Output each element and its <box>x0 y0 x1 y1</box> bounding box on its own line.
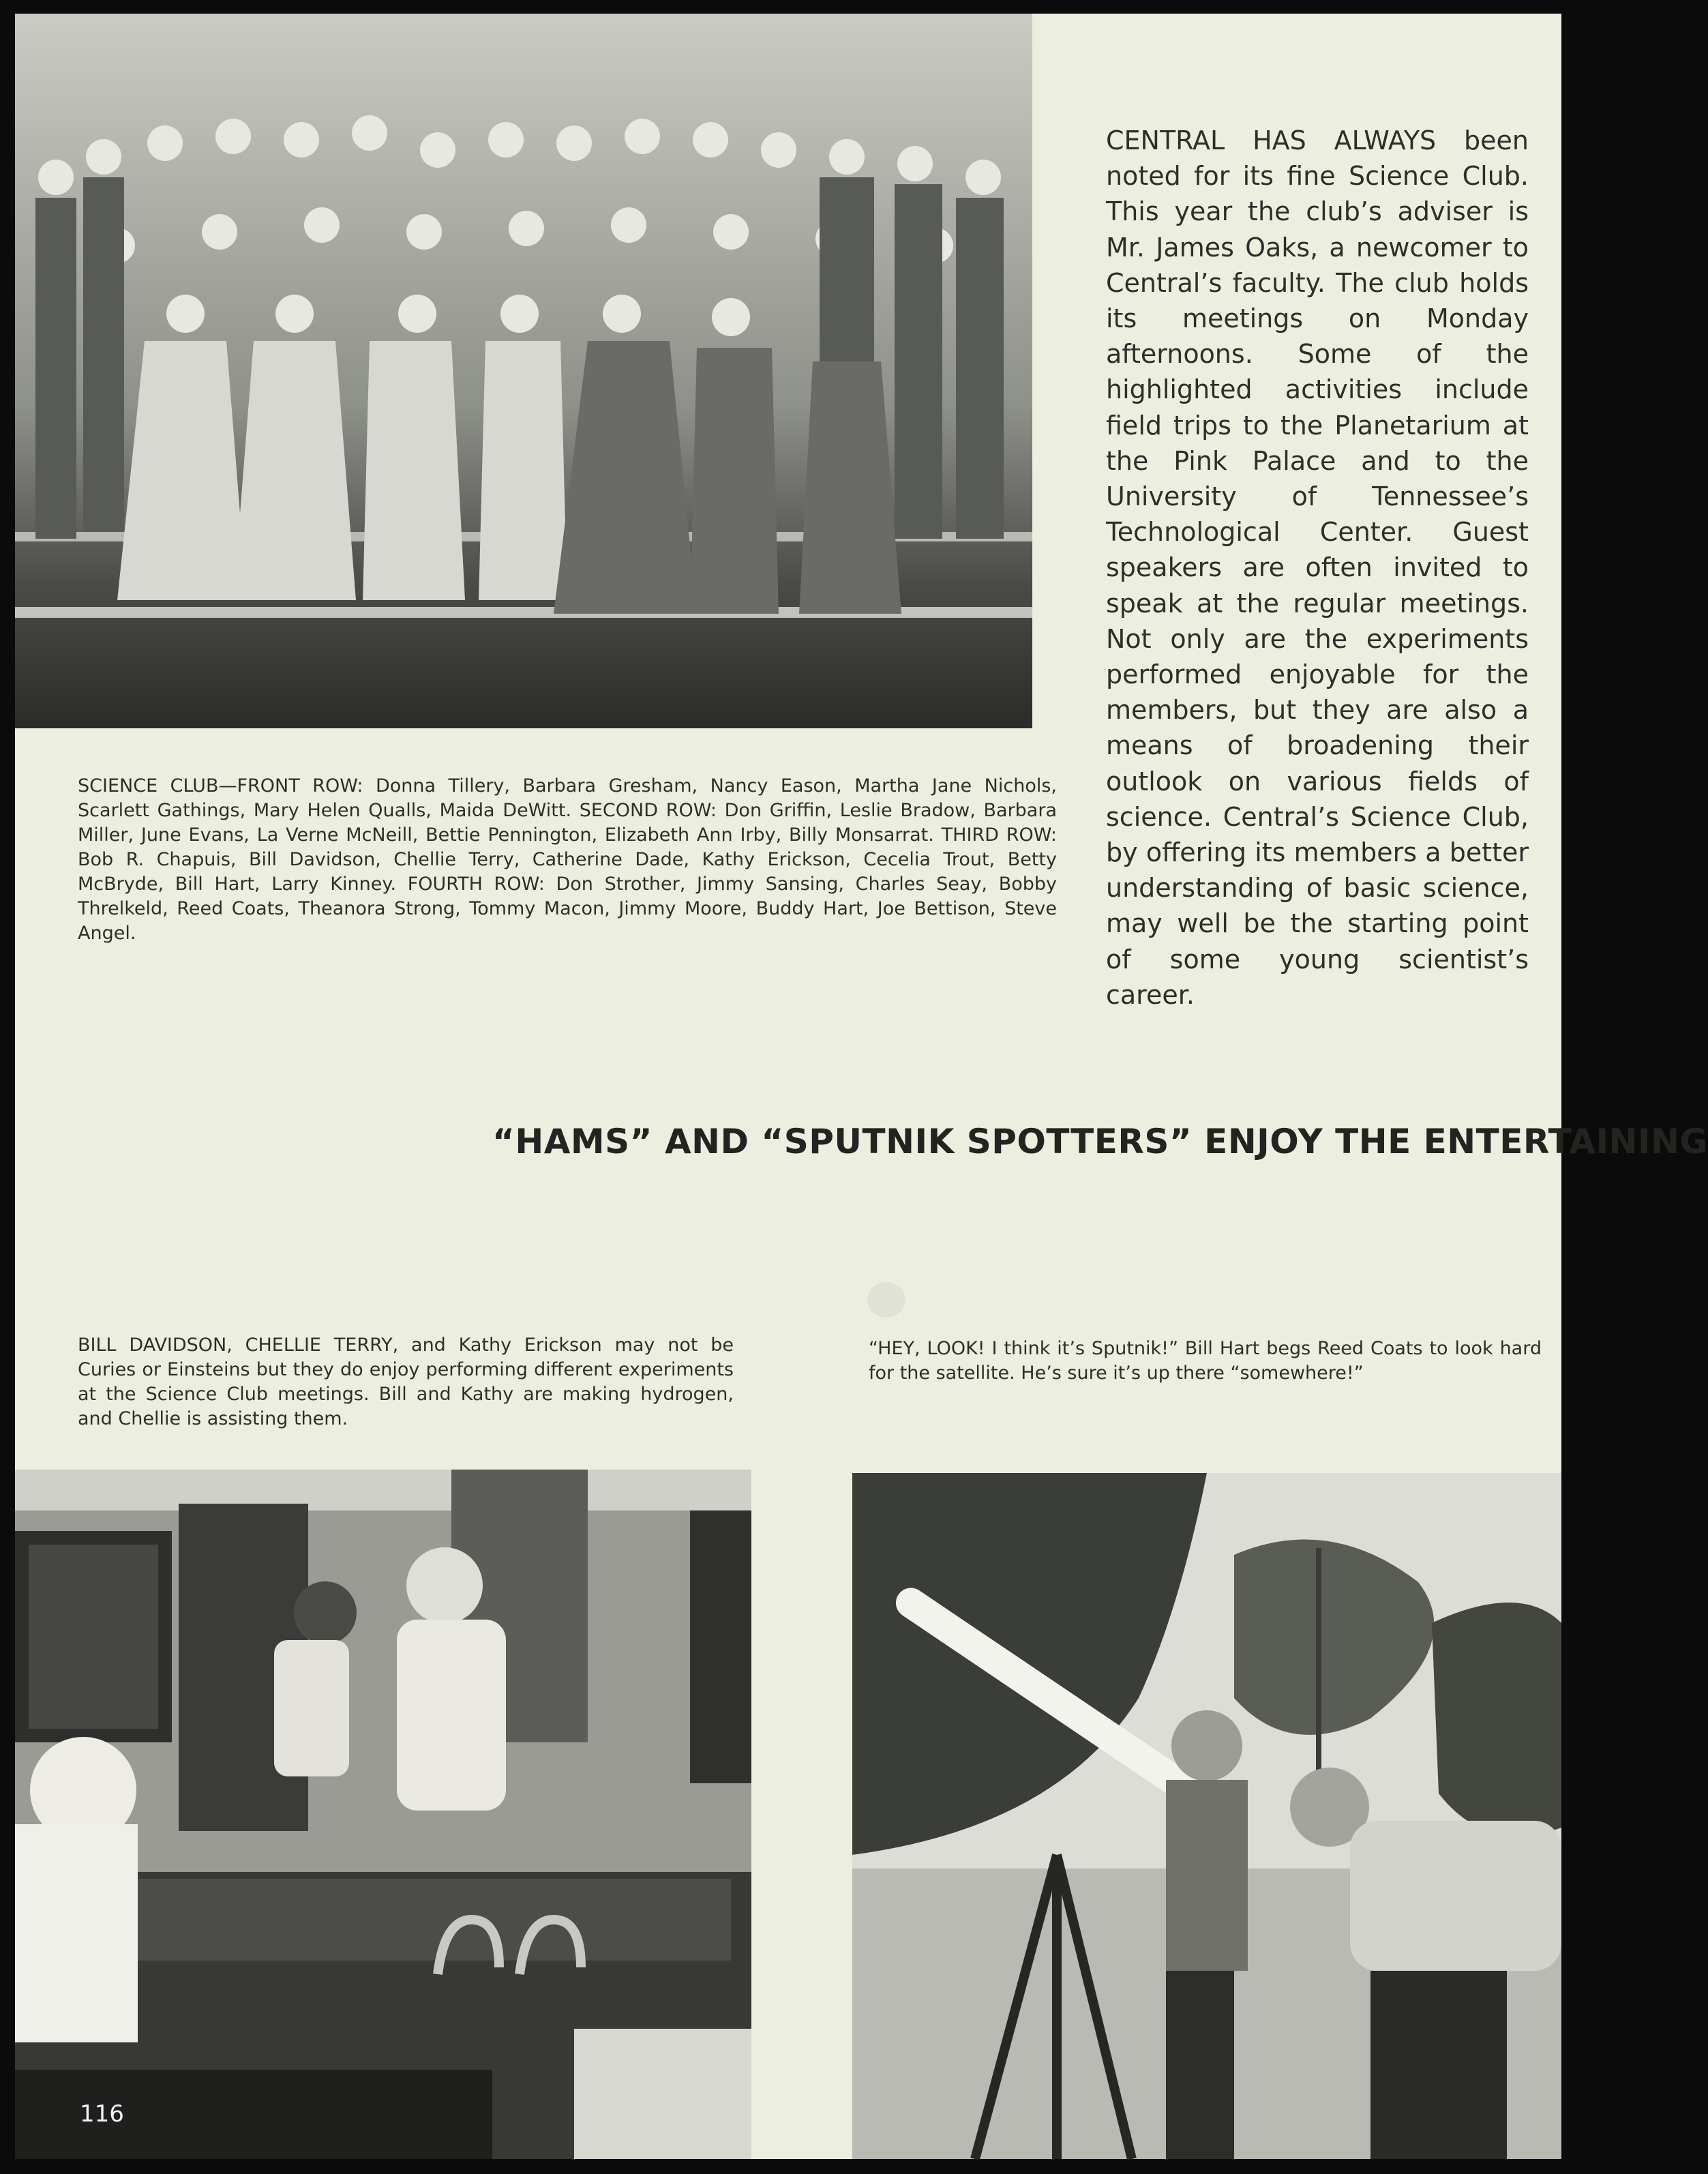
page-number: 116 <box>80 2100 124 2128</box>
paper-smudge <box>867 1282 905 1317</box>
science-club-group-photo <box>15 14 1032 728</box>
yearbook-page <box>15 14 1708 2159</box>
lab-photo-caption: BILL DAVIDSON, CHELLIE TERRY, and Kathy Erickson may not be Curies or Einsteins but they do enjoy performing different experiments at the Science Club meetings. Bill and Kathy are making hydrogen, and Chellie is assisting them. <box>78 1335 734 1429</box>
chemistry-lab-photo <box>15 1470 751 2159</box>
group-photo-caption: SCIENCE CLUB—FRONT ROW: Donna Tillery, Barbara Gresham, Nancy Eason, Martha Jane Nichols, Scarlett Gathings, Mary Helen Qualls, Maida DeWitt. SECOND ROW: Don Griffin, Leslie Bradow, Barbara Miller, June Evans, La Verne McNeill, Bettie Pennington, Elizabeth Ann Irby, Billy Monsarrat. THIRD ROW: Bob R. Chapuis, Bill Davidson, Chellie Terry, Catherine Dade, Kathy Erickson, Cecelia Trout, Betty McBryde, Bill Hart, Larry Kinney. FOURTH ROW: Don Strother, Jimmy Sansing, Charles Seay, Bobby Threlkeld, Reed Coats, Theanora Strong, Tommy Macon, Jimmy Moore, Buddy Hart, Joe Bettison, Steve Angel. <box>78 775 1057 944</box>
science-club-article: CENTRAL HAS ALWAYS been noted for its fine Science Club. This year the club’s adviser is Mr. James Oaks, a newcomer to Central’s faculty. The club holds its meetings on Monday afternoons. Some of the highlighted activities include field trips to the Planetarium at the Pink Palace and to the University of Tennessee’s Technological Center. Guest speakers are often invited to speak at the regular meetings. Not only are the experiments performed enjoyable for the members, but they are also a means of broadening their outlook on various fields of science. Central’s Science Club, by offering its members a better understanding of basic science, may well be the starting point of some young scientist’s career. <box>1106 125 1529 1010</box>
page-headline: “HAMS” AND “SPUTNIK SPOTTERS” ENJOY THE ENTERTAINING <box>492 1122 1708 1161</box>
telescope-photo-caption: “HEY, LOOK! I think it’s Sputnik!” Bill Hart begs Reed Coats to look hard for the satellite. He’s sure it’s up there “somewhere!” <box>869 1338 1542 1384</box>
telescope-photo <box>852 1473 1561 2159</box>
